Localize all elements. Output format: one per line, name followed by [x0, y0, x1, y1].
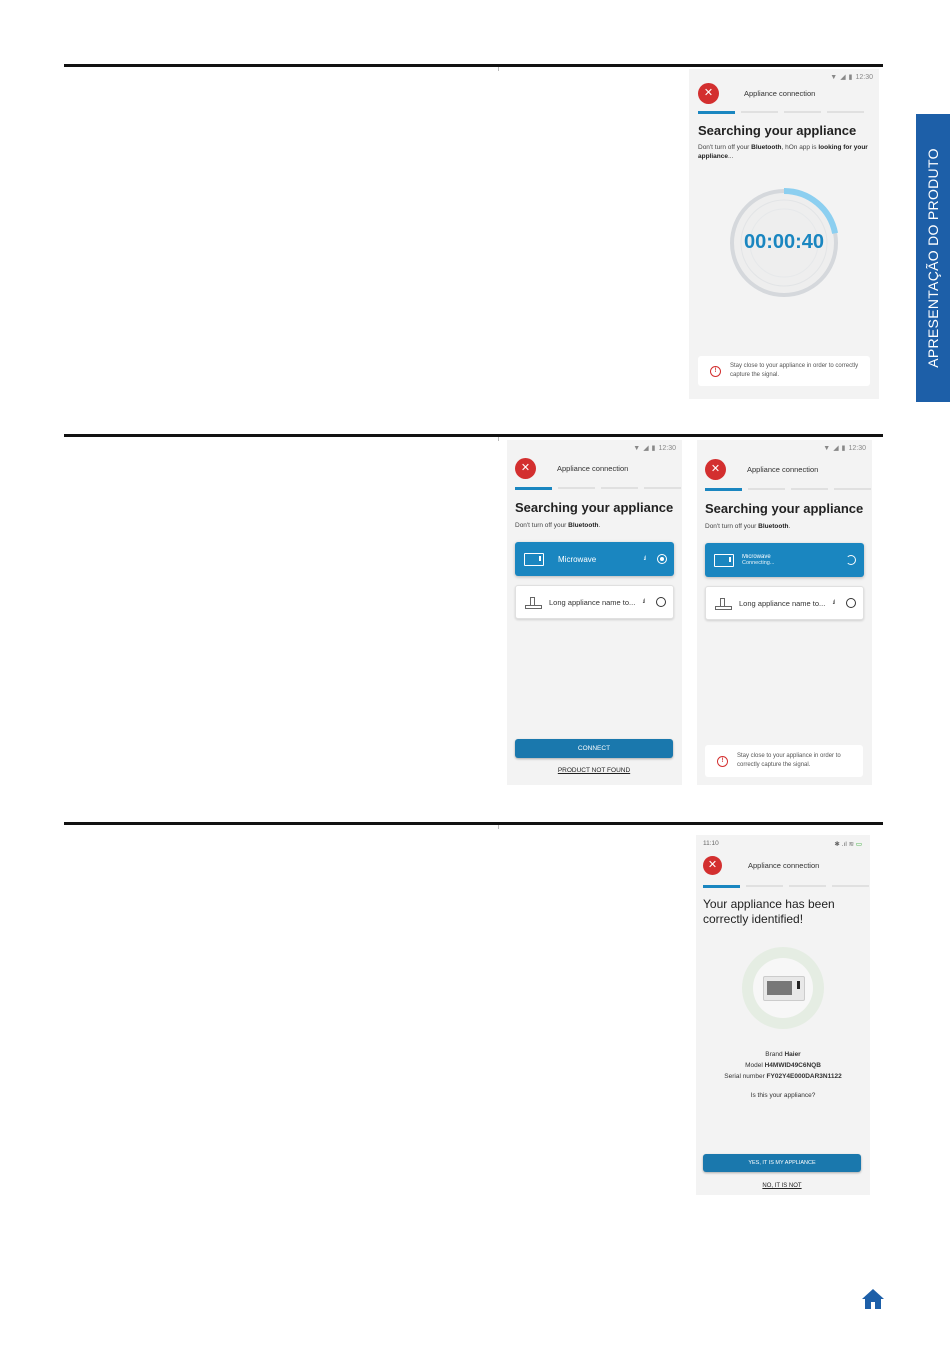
radio-icon[interactable] — [846, 598, 856, 608]
hint-text: Stay close to your appliance in order to correctly capture the signal. — [737, 753, 841, 768]
phone-screen-identified — [696, 835, 870, 1195]
phone-screen-timer — [689, 69, 879, 399]
signal-strength-icon: .ıl — [642, 599, 644, 605]
countdown-timer — [722, 187, 846, 299]
signal-icon: .ıl — [841, 841, 847, 848]
screen-header: Appliance connection — [744, 89, 816, 98]
close-icon: ✕ — [707, 859, 718, 871]
step-progress — [703, 885, 869, 888]
confirm-question: Is this your appliance? — [750, 1092, 816, 1099]
signal-icon: ◢ — [643, 445, 649, 452]
battery-icon: ▮ — [651, 445, 656, 452]
close-icon: ✕ — [520, 462, 531, 474]
status-icons — [834, 840, 862, 848]
warning-icon: ! — [717, 756, 728, 767]
microwave-icon — [714, 554, 734, 567]
hood-icon — [715, 598, 731, 609]
step-progress — [515, 487, 681, 490]
signal-icon: ◢ — [840, 74, 846, 81]
home-icon[interactable] — [861, 1288, 885, 1310]
wifi-icon: ▼ — [823, 444, 831, 452]
signal-icon: ◢ — [833, 445, 839, 452]
section-rule-1 — [64, 64, 883, 67]
battery-icon: ▭ — [855, 841, 862, 848]
screen-header: Appliance connection — [557, 464, 629, 473]
page-title: Searching your appliance — [515, 500, 674, 515]
section-rule-2 — [64, 434, 883, 437]
signal-strength-icon: .ıl — [643, 556, 645, 562]
status-time: 12:30 — [855, 73, 873, 81]
battery-icon: ▮ — [841, 445, 846, 452]
product-not-found-link[interactable]: PRODUCT NOT FOUND — [557, 767, 631, 774]
not-my-appliance-link[interactable]: NO, IT IS NOT — [762, 1183, 802, 1189]
step-progress — [698, 111, 864, 114]
step-progress — [705, 488, 871, 491]
screen-header: Appliance connection — [748, 861, 820, 870]
microwave-icon — [763, 976, 805, 1001]
side-tab[interactable] — [916, 114, 950, 402]
close-button[interactable] — [703, 856, 722, 875]
close-button[interactable] — [515, 458, 536, 479]
warning-icon: ! — [710, 366, 721, 377]
wifi-icon: ≋ — [848, 841, 855, 848]
appliance-card-microwave[interactable] — [705, 543, 864, 577]
appliance-card-hood[interactable] — [515, 585, 674, 619]
wifi-icon: ▼ — [830, 73, 838, 81]
close-icon: ✕ — [703, 87, 714, 99]
appliance-name: Long appliance name to... — [739, 598, 826, 608]
appliance-details: Brand Haier Model H4MWID49C6NQB Serial number FY02Y4E000DAR3N1122 Is this your appliance? — [696, 1049, 870, 1101]
signal-strength-icon: .ıl — [832, 600, 834, 606]
page-title: Searching your appliance — [698, 123, 857, 138]
spinner-icon — [846, 555, 856, 565]
section-rule-3 — [64, 822, 883, 825]
appliance-image — [742, 947, 824, 1029]
phone-screen-list — [507, 440, 682, 785]
close-button[interactable] — [698, 83, 719, 104]
bluetooth-icon: ✱ — [834, 841, 840, 848]
hint-text: Stay close to your appliance in order to correctly capture the signal. — [730, 363, 859, 378]
page-subtitle: Don't turn off your Bluetooth. — [705, 523, 791, 530]
page-title: Your appliance has been correctly identified! — [703, 897, 835, 926]
phone-screen-connecting — [697, 440, 872, 785]
connect-button[interactable]: CONNECT — [515, 739, 673, 758]
signal-hint — [698, 356, 870, 386]
status-bar — [633, 444, 676, 452]
status-time: 12:30 — [848, 444, 866, 452]
appliance-card-microwave[interactable] — [515, 542, 674, 576]
page-title: Searching your appliance — [705, 501, 864, 516]
status-bar — [830, 73, 873, 81]
side-tab-label: APRESENTAÇÃO DO PRODUTO — [925, 148, 941, 368]
appliance-name: Microwave Connecting... — [742, 554, 846, 566]
screen-header: Appliance connection — [747, 465, 819, 474]
appliance-name: Microwave — [558, 554, 597, 564]
status-time: 12:30 — [658, 444, 676, 452]
close-button[interactable] — [705, 459, 726, 480]
radio-selected-icon[interactable] — [657, 554, 667, 564]
close-icon: ✕ — [710, 463, 721, 475]
signal-hint — [705, 745, 863, 777]
wifi-icon: ▼ — [633, 444, 641, 452]
battery-icon: ▮ — [848, 74, 853, 81]
connecting-status: Connecting... — [742, 560, 775, 566]
yes-my-appliance-button[interactable]: YES, IT IS MY APPLIANCE — [703, 1154, 861, 1172]
countdown-text: 00:00:40 — [743, 231, 825, 253]
page-subtitle: Don't turn off your Bluetooth. — [515, 522, 601, 529]
status-time: 11:10 — [703, 840, 719, 847]
radio-icon[interactable] — [656, 597, 666, 607]
appliance-name: Long appliance name to... — [549, 597, 636, 607]
status-bar — [823, 444, 866, 452]
microwave-icon — [524, 553, 544, 566]
page-subtitle: Don't turn off your Bluetooth, hOn app is looking for your appliance... — [698, 144, 868, 160]
appliance-card-hood[interactable] — [705, 586, 864, 620]
hood-icon — [525, 597, 541, 608]
